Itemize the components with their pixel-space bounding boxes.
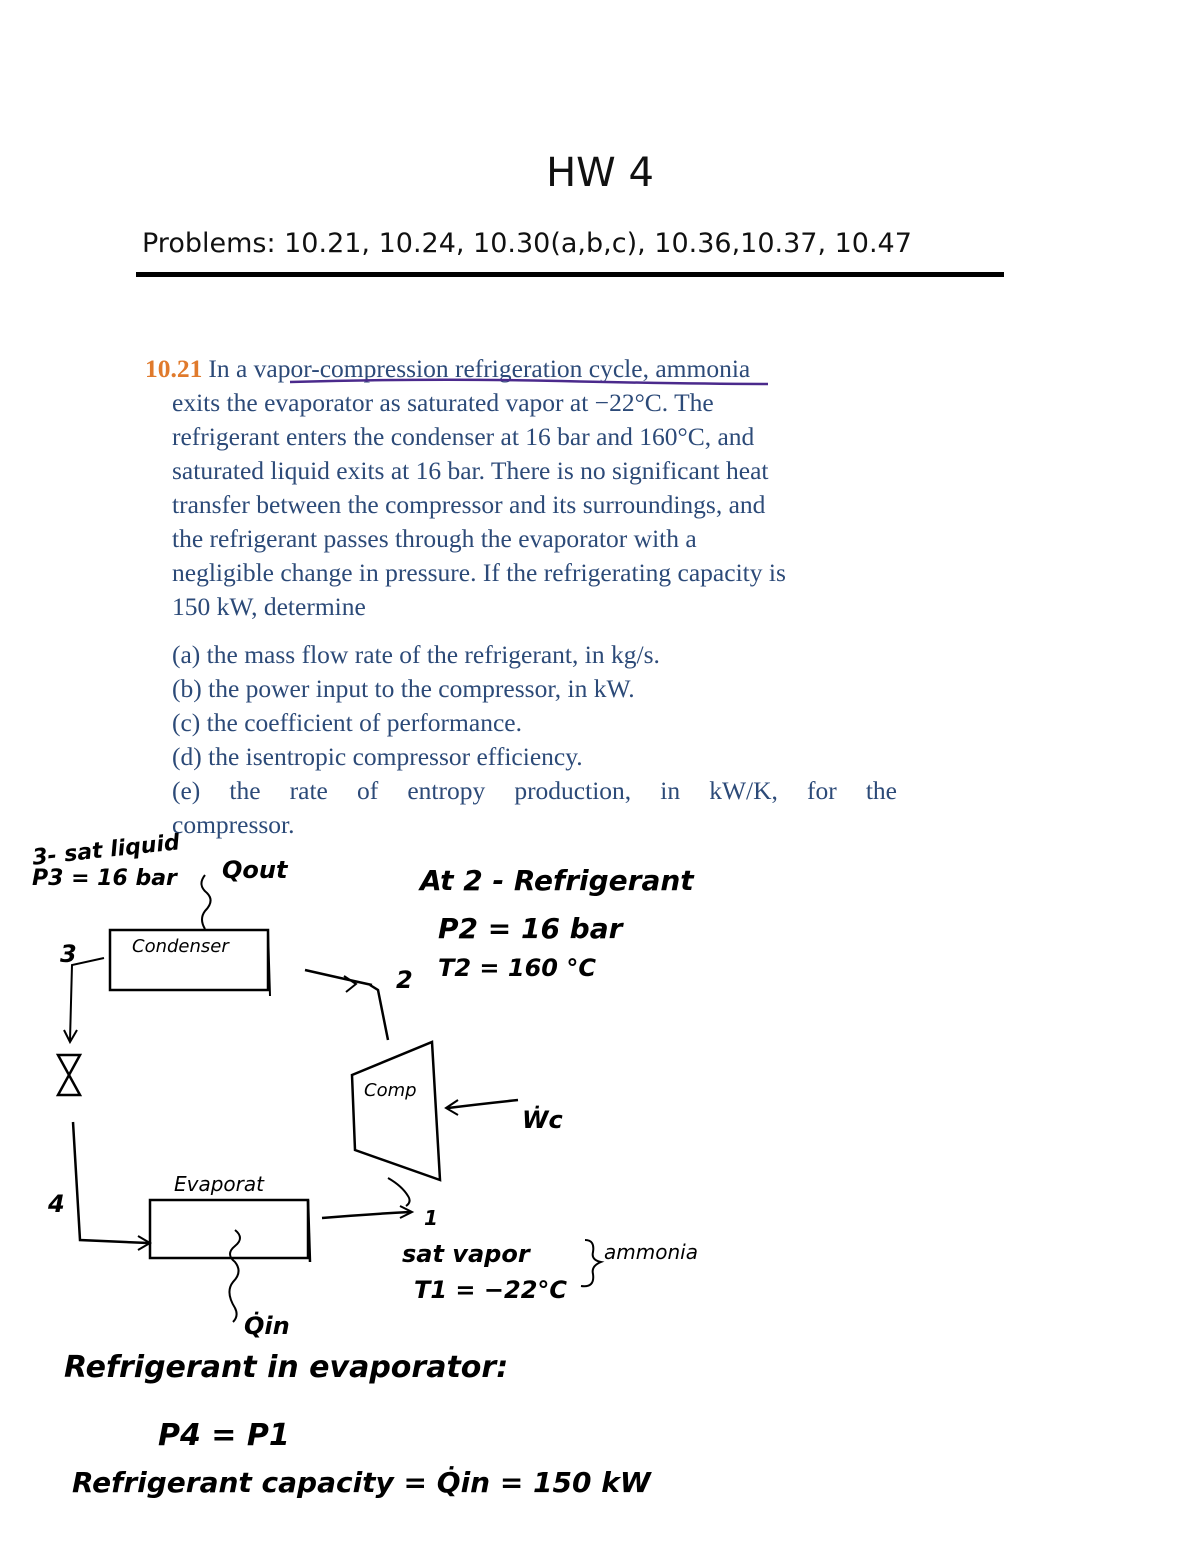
problem-body-line: saturated liquid exits at 16 bar. There is no significant heat <box>172 456 769 485</box>
ammonia-brace <box>581 1240 601 1286</box>
part-c: (c) the coefficient of performance. <box>172 708 522 737</box>
work-label: Ẇc <box>522 1106 563 1134</box>
expansion-valve <box>58 1055 80 1095</box>
part-e: (e) the rate of entropy production, in kW/K, for the <box>172 776 897 805</box>
state1-number: 1 <box>424 1206 438 1230</box>
line-1-to-compressor <box>388 1178 410 1206</box>
state4-number: 4 <box>48 1190 65 1218</box>
part-b: (b) the power input to the compressor, in kW. <box>172 674 635 703</box>
part-d: (d) the isentropic compressor efficiency. <box>172 742 583 771</box>
line-3-to-valve <box>70 958 104 1040</box>
evaporator-box <box>150 1200 308 1258</box>
state1-temperature: T1 = −22°C <box>414 1276 568 1304</box>
problems-list: Problems: 10.21, 10.24, 10.30(a,b,c), 10.36,10.37, 10.47 <box>142 228 912 259</box>
qin-squiggle <box>229 1230 240 1322</box>
condenser-label: Condenser <box>132 936 229 957</box>
work-arrow <box>448 1100 518 1108</box>
problem-body-line: refrigerant enters the condenser at 16 bar and 160°C, and <box>172 422 755 451</box>
line-compressor-to-2 <box>370 985 388 1040</box>
line-2-to-condenser <box>305 970 372 985</box>
state1-vapor: sat vapor <box>402 1240 530 1268</box>
ammonia-label: ammonia <box>604 1240 698 1264</box>
problem-number: 10.21 <box>145 354 203 383</box>
state3-label: 3- sat liquid <box>31 830 181 871</box>
state3-number: 3 <box>60 940 77 968</box>
problem-line-1: In a vapor-compression refrigeration cycle, ammonia <box>208 354 751 383</box>
state3-pressure: P3 = 16 bar <box>32 866 177 891</box>
compressor-label: Comp <box>364 1080 417 1101</box>
state2-number: 2 <box>396 966 413 994</box>
state2-temperature: T2 = 160 °C <box>438 954 596 982</box>
qout-squiggle <box>201 875 210 929</box>
capacity-note: Refrigerant capacity = Q̇in = 150 kW <box>72 1466 651 1499</box>
problem-body-line: the refrigerant passes through the evaporator with a <box>172 524 697 553</box>
part-a: (a) the mass flow rate of the refrigerant, in kg/s. <box>172 640 660 669</box>
qout-label: Qout <box>222 856 288 884</box>
problem-body-line: exits the evaporator as saturated vapor at −22°C. The <box>172 388 714 417</box>
line-4-to-evaporator <box>73 1122 148 1243</box>
state2-title: At 2 - Refrigerant <box>420 864 694 897</box>
evaporator-note: Refrigerant in evaporator: <box>64 1350 509 1385</box>
page-title: HW 4 <box>546 150 654 196</box>
pressure-equation: P4 = P1 <box>158 1418 290 1453</box>
problem-body-line: transfer between the compressor and its surroundings, and <box>172 490 766 519</box>
problem-body-line: negligible change in pressure. If the refrigerating capacity is <box>172 558 786 587</box>
compressor-shape <box>352 1042 440 1180</box>
line-evaporator-to-1 <box>322 1212 410 1218</box>
evaporator-label: Evaporat <box>174 1172 264 1196</box>
state2-pressure: P2 = 16 bar <box>438 912 623 945</box>
qin-label: Q̇in <box>244 1312 290 1340</box>
part-e-continued: compressor. <box>172 810 295 839</box>
problem-body-line: 150 kW, determine <box>172 592 366 621</box>
